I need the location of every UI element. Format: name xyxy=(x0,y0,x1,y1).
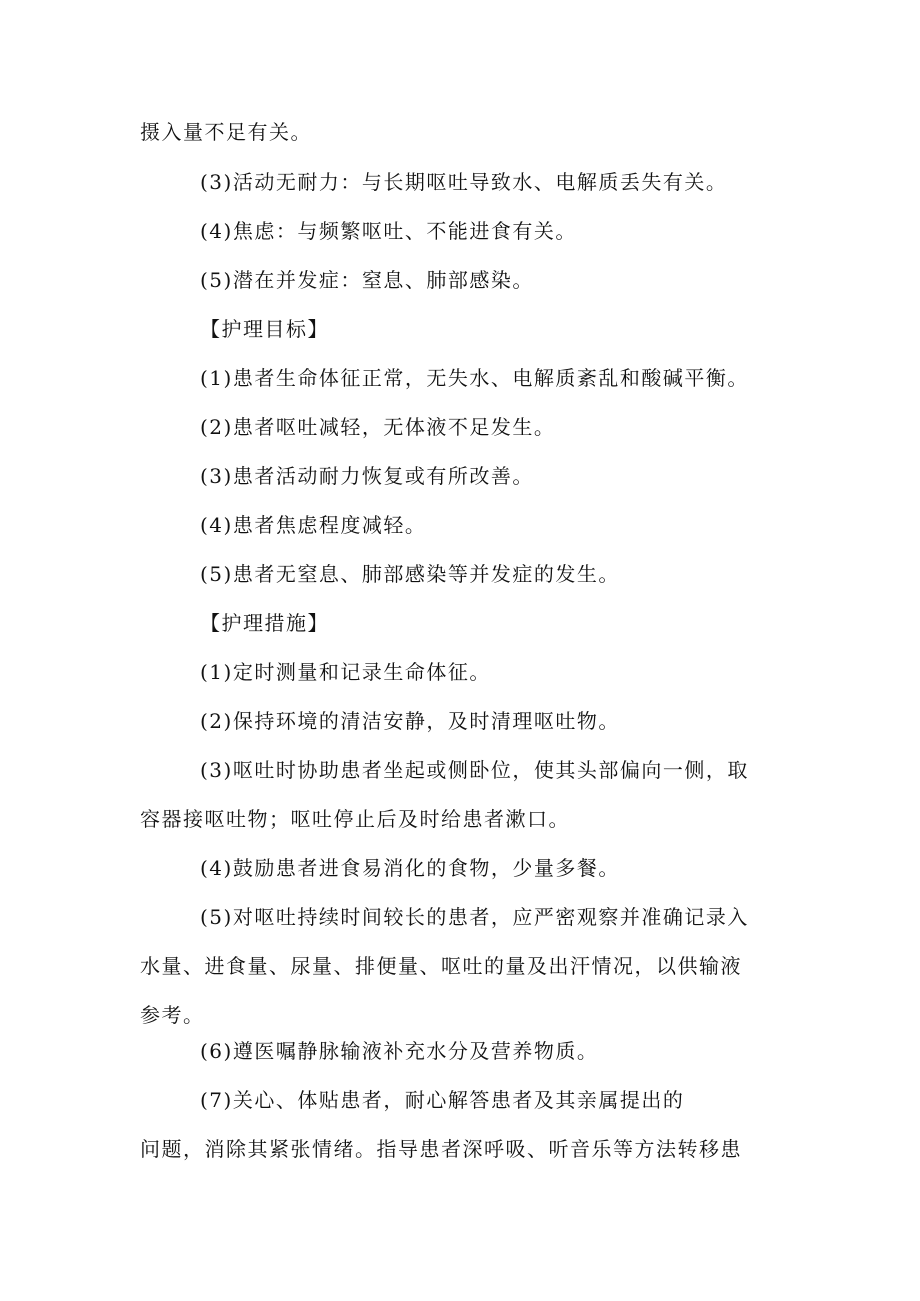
text-line: 问题，消除其紧张情绪。指导患者深呼吸、听音乐等方法转移患 xyxy=(140,1137,742,1161)
text-line: (4)鼓励患者进食易消化的食物，少量多餐。 xyxy=(200,856,620,880)
text-line: (2)患者呕吐减轻，无体液不足发生。 xyxy=(200,415,556,439)
section-heading: 【护理措施】 xyxy=(200,611,329,635)
text-line: (3)患者活动耐力恢复或有所改善。 xyxy=(200,464,534,488)
text-line: (4)焦虑：与频繁呕吐、不能进食有关。 xyxy=(200,219,577,243)
text-line: (4)患者焦虑程度减轻。 xyxy=(200,513,427,537)
text-line: (3)呕吐时协助患者坐起或侧卧位，使其头部偏向一侧，取 xyxy=(200,758,749,782)
text-line: (3)活动无耐力：与长期呕吐导致水、电解质丢失有关。 xyxy=(200,170,728,194)
text-line: (2)保持环境的清洁安静，及时清理呕吐物。 xyxy=(200,709,620,733)
text-line: (7)关心、体贴患者，耐心解答患者及其亲属提出的 xyxy=(200,1088,685,1112)
section-heading: 【护理目标】 xyxy=(200,317,329,341)
text-line: 参考。 xyxy=(140,1003,205,1027)
text-line: (5)潜在并发症：窒息、肺部感染。 xyxy=(200,268,534,292)
text-line: 水量、进食量、尿量、排便量、呕吐的量及出汗情况，以供输液 xyxy=(140,954,742,978)
text-line: 容器接呕吐物；呕吐停止后及时给患者漱口。 xyxy=(140,807,570,831)
text-line: (5)对呕吐持续时间较长的患者，应严密观察并准确记录入 xyxy=(200,905,749,929)
text-line: 摄入量不足有关。 xyxy=(140,120,312,144)
text-line: (5)患者无窒息、肺部感染等并发症的发生。 xyxy=(200,562,620,586)
text-line: (6)遵医嘱静脉输液补充水分及营养物质。 xyxy=(200,1039,599,1063)
text-line: (1)患者生命体征正常，无失水、电解质紊乱和酸碱平衡。 xyxy=(200,366,749,390)
text-line: (1)定时测量和记录生命体征。 xyxy=(200,660,491,684)
